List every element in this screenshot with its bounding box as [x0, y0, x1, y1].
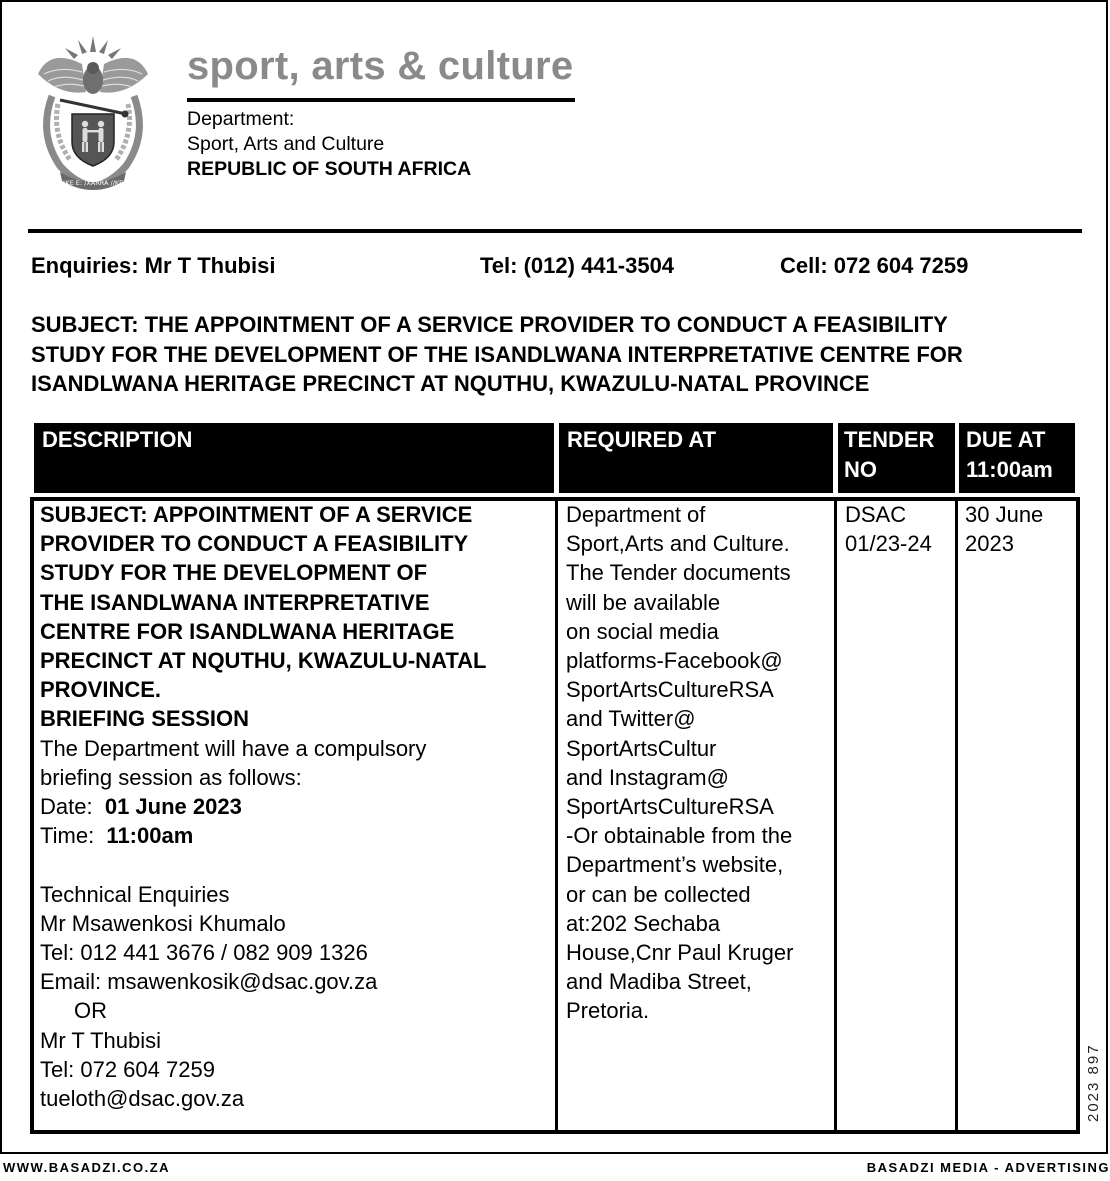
technical-enquiries-line: Mr Msawenkosi Khumalo [40, 910, 286, 936]
subject-line: STUDY FOR THE DEVELOPMENT OF THE ISANDLWANA INTERPRETATIVE CENTRE FOR [31, 341, 963, 367]
required-at-line: and Instagram@ [566, 764, 729, 790]
description-subject-line: PROVIDER TO CONDUCT A FEASIBILITY [40, 531, 469, 557]
required-at-line: -Or obtainable from the [566, 823, 793, 849]
description-subject-line: THE ISANDLWANA INTERPRETATIVE [40, 589, 430, 615]
required-at-line: The Tender documents [566, 560, 791, 586]
south-africa-coat-of-arms-icon [30, 34, 156, 192]
or-separator: OR [74, 998, 107, 1024]
required-at-line: on social media [566, 618, 719, 644]
required-at-line: and Madiba Street, [566, 969, 752, 995]
alt-contact-line: Mr T Thubisi [40, 1027, 162, 1053]
footer-website: WWW.BASADZI.CO.ZA [3, 1160, 171, 1175]
subject-line: SUBJECT: THE APPOINTMENT OF A SERVICE PROVIDER TO CONDUCT A FEASIBILITY [31, 312, 948, 337]
column-header-required-at: REQUIRED AT [559, 423, 833, 493]
description-subject-line: PRECINCT AT NQUTHU, KWAZULU-NATAL [40, 648, 487, 674]
description-subject-line: PROVINCE. [40, 677, 162, 703]
briefing-date: Date: 01 June 2023 [40, 794, 242, 820]
due-date-line: 2023 [965, 531, 1014, 557]
description-subject-line: STUDY FOR THE DEVELOPMENT OF [40, 560, 428, 586]
column-header-description: DESCRIPTION [34, 423, 554, 493]
description-cell [40, 500, 550, 1113]
spacer [40, 850, 550, 879]
due-at-cell [965, 500, 1073, 558]
department-brand-title: sport, arts & culture [187, 44, 574, 88]
technical-enquiries-line: Technical Enquiries [40, 881, 230, 907]
tender-no-line: DSAC [845, 502, 907, 527]
required-at-line: platforms-Facebook@ [566, 648, 783, 674]
required-at-line: House,Cnr Paul Kruger [566, 940, 794, 966]
tender-no-cell [845, 500, 953, 558]
required-at-line: Department’s website, [566, 852, 784, 878]
briefing-text: briefing session as follows: [40, 764, 302, 790]
title-divider [187, 98, 575, 102]
department-name: Sport, Arts and Culture [187, 133, 385, 155]
briefing-session-heading: BRIEFING SESSION [40, 706, 250, 732]
tender-no-line: 01/23-24 [845, 531, 932, 557]
required-at-line: at:202 Sechaba [566, 910, 721, 936]
column-header-due-at: DUE AT 11:00am [959, 423, 1075, 493]
column-header-tender-no: TENDER NO [838, 423, 955, 493]
required-at-line: or can be collected [566, 881, 751, 907]
svg-text:!KE E: /XARRA //KE: !KE E: /XARRA //KE [62, 179, 124, 187]
required-at-line: SportArtsCultureRSA [566, 794, 774, 820]
briefing-time: Time: 11:00am [40, 823, 194, 849]
column-divider [955, 497, 958, 1134]
description-subject-line: CENTRE FOR ISANDLWANA HERITAGE [40, 618, 455, 644]
alt-contact-line: Tel: 072 604 7259 [40, 1056, 215, 1082]
required-at-cell [566, 500, 831, 1026]
column-divider [555, 497, 558, 1134]
country-name: REPUBLIC OF SOUTH AFRICA [187, 158, 472, 180]
required-at-line: Sport,Arts and Culture. [566, 531, 790, 557]
required-at-line: SportArtsCultureRSA [566, 677, 774, 703]
briefing-text: The Department will have a compulsory [40, 735, 427, 761]
alt-contact-email: tueloth@dsac.gov.za [40, 1086, 245, 1112]
header-divider [28, 229, 1082, 233]
required-at-line: Department of [566, 502, 706, 527]
enquiries-cell: Cell: 072 604 7259 [780, 253, 969, 278]
column-divider [834, 497, 837, 1134]
advert-reference-number: 2023 897 [1085, 1043, 1102, 1122]
enquiries-contact: Enquiries: Mr T Thubisi [31, 253, 276, 278]
description-subject-line: SUBJECT: APPOINTMENT OF A SERVICE [40, 502, 473, 527]
technical-enquiries-line: Tel: 012 441 3676 / 082 909 1326 [40, 940, 368, 966]
required-at-line: SportArtsCultur [566, 735, 717, 761]
technical-enquiries-email: Email: msawenkosik@dsac.gov.za [40, 969, 378, 995]
required-at-line: will be available [566, 589, 721, 615]
enquiries-tel: Tel: (012) 441-3504 [480, 253, 675, 278]
required-at-line: Pretoria. [566, 998, 650, 1024]
required-at-line: and Twitter@ [566, 706, 696, 732]
department-label: Department: [187, 108, 295, 130]
footer-publisher: BASADZI MEDIA - ADVERTISING [866, 1160, 1110, 1175]
due-date-line: 30 June [965, 502, 1044, 527]
subject-line: ISANDLWANA HERITAGE PRECINCT AT NQUTHU, KWAZULU-NATAL PROVINCE [31, 371, 870, 396]
subject-heading [31, 310, 1087, 399]
